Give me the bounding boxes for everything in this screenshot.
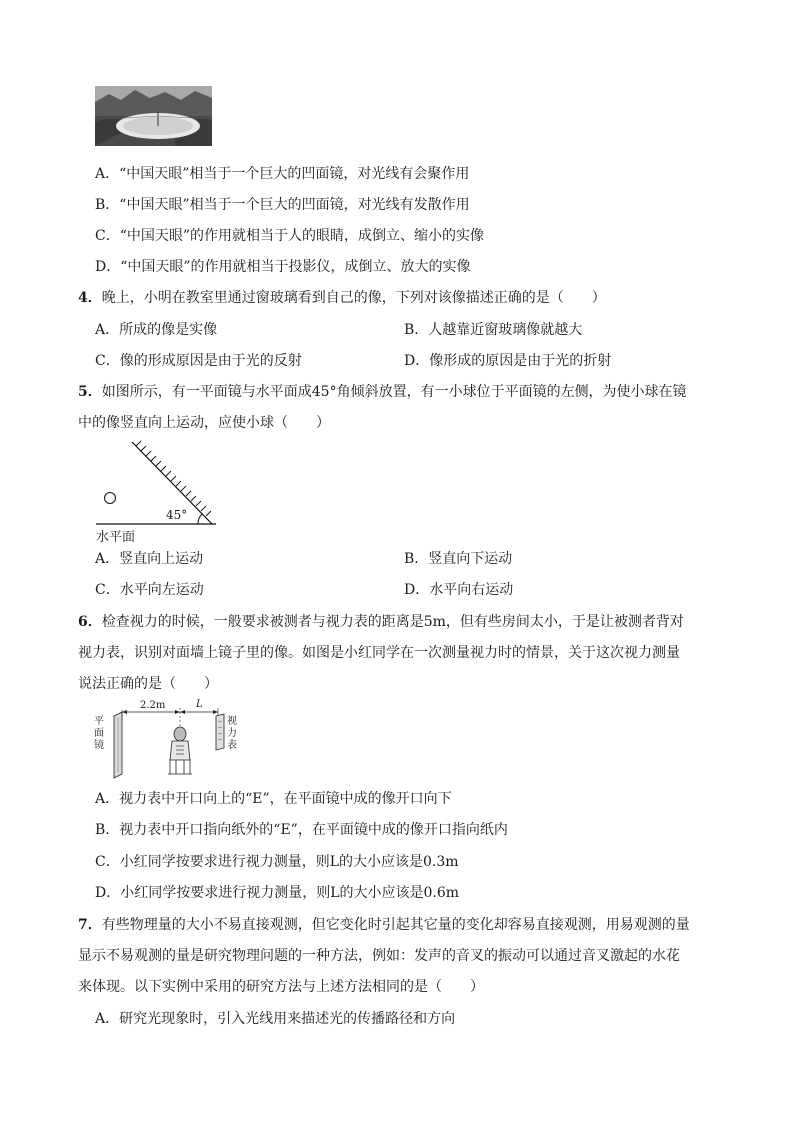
- q4-option-d: D．像形成的原因是由于光的折射: [404, 353, 612, 369]
- q6-stem-line3: 说法正确的是（ ）: [78, 676, 218, 692]
- question-stem: 有些物理量的大小不易直接观测，但它变化时引起其它量的变化却容易直接观测，用易观测的量: [101, 917, 690, 933]
- question-number: 4．: [78, 290, 102, 306]
- question-number: 6．: [78, 614, 102, 630]
- distance-label: 2.2m: [140, 700, 166, 711]
- question-stem: 晚上，小明在教室里通过窗玻璃看到自己的像，下列对该像描述正确的是（ ）: [101, 290, 606, 306]
- l-label: L: [196, 699, 203, 710]
- question-number: 7．: [78, 917, 102, 933]
- q7-stem-line2: 显示不易观测的量是研究物理问题的一种方法，例如：发声的音叉的振动可以通过音叉激起的水花: [78, 948, 680, 964]
- question-stem: 如图所示，有一平面镜与水平面成45°角倾斜放置，有一小球位于平面镜的左侧，为使小球在镜: [101, 384, 687, 400]
- q7-stem-line3: 来体现。以下实例中采用的研究方法与上述方法相同的是（ ）: [78, 979, 484, 995]
- q4-option-c: C．像的形成原因是由于光的反射: [95, 353, 302, 369]
- q3-option-c: C．“中国天眼”的作用就相当于人的眼睛，成倒立、缩小的实像: [95, 228, 485, 244]
- q5-option-c: C．水平向左运动: [95, 582, 204, 598]
- question-4: [78, 288, 606, 308]
- mirror-45-diagram: [94, 438, 219, 544]
- q4-option-b: B．人越靠近窗玻璃像就越大: [404, 322, 583, 338]
- q5-stem-line2: 中的像竖直向上运动，应使小球（ ）: [78, 415, 330, 431]
- question-number: 5．: [78, 384, 102, 400]
- eye-test-diagram: [92, 699, 242, 784]
- q5-option-a: A．竖直向上运动: [95, 551, 204, 567]
- q5-option-d: D．水平向右运动: [404, 582, 514, 598]
- q3-option-b: B．“中国天眼”相当于一个巨大的凹面镜，对光线有发散作用: [95, 197, 470, 213]
- mirror-label: 平面镜: [94, 716, 104, 751]
- q6-option-c: C．小红同学按要求进行视力测量，则L的大小应该是0.3m: [95, 854, 459, 870]
- q6-option-d: D．小红同学按要求进行视力测量，则L的大小应该是0.6m: [95, 885, 460, 901]
- q5-option-b: B．竖直向下运动: [404, 551, 513, 567]
- question-7: [78, 915, 690, 935]
- question-5: [78, 382, 687, 402]
- q6-option-a: A．视力表中开口向上的“E”，在平面镜中成的像开口向下: [95, 791, 452, 807]
- question-6: [78, 612, 684, 632]
- q6-option-b: B．视力表中开口指向纸外的“E”，在平面镜中成的像开口指向纸内: [95, 822, 508, 838]
- q6-stem-line2: 视力表，识别对面墙上镜子里的像。如图是小红同学在一次测量视力时的情景，关于这次视力测量: [78, 645, 680, 661]
- telescope-photo: [95, 86, 212, 146]
- q7-option-a: A．研究光现象时，引入光线用来描述光的传播路径和方向: [95, 1011, 456, 1027]
- q3-option-a: A．“中国天眼”相当于一个巨大的凹面镜，对光线有会聚作用: [95, 166, 470, 182]
- chart-label: 视力表: [227, 716, 237, 751]
- q3-option-d: D．“中国天眼”的作用就相当于投影仪，成倒立、放大的实像: [95, 259, 471, 275]
- ground-label: 水平面: [96, 530, 136, 545]
- angle-label: 45°: [166, 508, 188, 522]
- q4-option-a: A．所成的像是实像: [95, 322, 218, 338]
- question-stem: 检查视力的时候，一般要求被测者与视力表的距离是5m，但有些房间太小，于是让被测者背对: [101, 614, 684, 630]
